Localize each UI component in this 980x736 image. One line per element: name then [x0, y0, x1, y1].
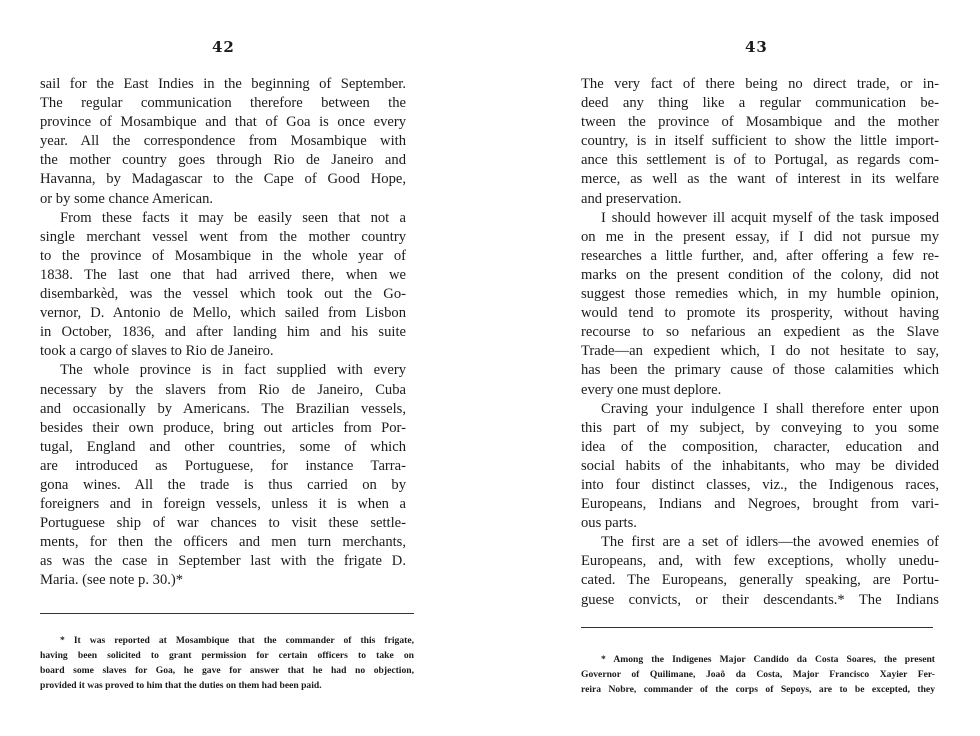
text-line: * Among the Indigenes Major Candido da Costa Soares, the present — [601, 654, 935, 665]
text-line: besides their own produce, bring out articles from Por- — [40, 419, 406, 436]
text-line: gona wines. All the trade is thus carried on by — [40, 476, 406, 493]
text-line: sail for the East Indies in the beginning of September. — [40, 76, 406, 92]
text-line: guese convicts, or their descendants.* The Indians — [581, 591, 939, 608]
text-line: this part of my subject, by conveying to you some — [581, 419, 939, 436]
text-line: took a cargo of slaves to Rio de Janeiro. — [40, 343, 274, 360]
text-line: marks on the present condition of the colony, did not — [581, 266, 939, 283]
text-line: tween the province of Mosambique and the mother — [581, 114, 939, 131]
text-line: and occasionally by Americans. The Brazilian vessels, — [40, 400, 406, 417]
text-line: Maria. (see note p. 30.)* — [40, 572, 184, 589]
text-line: has been the primary cause of those calamities which — [581, 362, 939, 379]
body-text — [581, 75, 939, 610]
text-line: tugal, England and other countries, some of which — [40, 438, 406, 455]
text-line: country, is in itself sufficient to show the little import- — [581, 133, 939, 150]
text-line: Trade—an expedient which, I do not hesitate to say, — [581, 343, 939, 360]
text-line: in October, 1836, and after landing him and his suite — [40, 324, 406, 341]
text-line: Governor of Quilimane, Joaô da Costa, Major Francisco Xayier Fer- — [581, 669, 935, 680]
text-line: province of Mosambique and that of Goa is once every — [40, 114, 406, 131]
text-line: The first are a set of idlers—the avowed enemies of — [601, 534, 939, 551]
body-text — [40, 75, 406, 591]
text-line: the mother country goes through Rio de Janeiro and — [40, 152, 406, 169]
text-line: ance this settlement is of to Portugal, as regards com- — [581, 152, 939, 169]
text-line: year. All the correspondence from Mosambique with — [40, 133, 406, 150]
text-line: I should however ill acquit myself of the task imposed — [601, 209, 939, 226]
text-line: The regular communication therefore between the — [40, 95, 406, 112]
text-line: Europeans, Indians and Negroes, brought from vari- — [581, 496, 939, 513]
text-line: Havanna, by Madagascar to the Cape of Good Hope, — [40, 171, 406, 188]
text-line: ous parts. — [581, 515, 637, 532]
text-line: researches a little further, and, after offering a few re- — [581, 247, 939, 264]
text-line: Craving your indulgence I shall therefore enter upon — [601, 400, 939, 417]
text-line: social habits of the inhabitants, who may be divided — [581, 457, 939, 474]
text-line: * It was reported at Mosambique that the commander of this frigate, — [60, 635, 414, 646]
text-line: The whole province is in fact supplied with every — [60, 362, 406, 379]
text-line: reira Nobre, commander of the corps of Sepoys, are to be excepted, they — [581, 684, 935, 695]
text-line: merce, as well as the want of interest in its welfare — [581, 171, 939, 188]
text-line: The very fact of there being no direct trade, or in- — [581, 76, 939, 92]
text-line: are introduced as Portuguese, for instance Tarra- — [40, 457, 406, 474]
text-line: necessary by the slavers from Rio de Janeiro, Cuba — [40, 381, 406, 398]
text-line: deed any thing like a regular communication be- — [581, 95, 939, 112]
text-line: disembarkèd, was the vessel which took out the Go- — [40, 286, 406, 303]
text-line: cated. The Europeans, generally speaking, are Portu- — [581, 572, 939, 589]
footnote-divider — [581, 627, 933, 628]
footnote — [581, 652, 935, 697]
text-line: to the province of Mosambique in the whole year of — [40, 247, 406, 264]
text-line: having been solicited to grant permission for certain officers to take on — [40, 650, 414, 661]
text-line: and preservation. — [581, 190, 682, 207]
text-line: vernor, D. Antonio de Mello, which sailed from Lisbon — [40, 305, 406, 322]
text-line: suggest those remedies which, in my humble opinion, — [581, 286, 939, 303]
footnote — [40, 633, 414, 693]
text-line: every one must deplore. — [581, 381, 722, 398]
text-line: From these facts it may be easily seen that not a — [60, 209, 406, 226]
text-line: as was the case in September last with the frigate D. — [40, 553, 406, 570]
text-line: foreigners and in foreign vessels, unless it is when a — [40, 496, 406, 513]
text-line: recourse to so nefarious an expedient as the Slave — [581, 324, 939, 341]
page-number: 42 — [212, 38, 235, 56]
text-line: or by some chance American. — [40, 190, 214, 207]
text-line: would tend to promote its prosperity, without having — [581, 305, 939, 322]
right-page — [490, 0, 980, 736]
text-line: single merchant vessel went from the mother country — [40, 228, 406, 245]
text-line: ments, for then the officers and men turn merchants, — [40, 534, 406, 551]
text-line: board some slaves for Goa, he gave for answer that he had no objection, — [40, 665, 414, 676]
text-line: Europeans, and, with few exceptions, wholly unedu- — [581, 553, 939, 570]
page-number: 43 — [745, 38, 768, 56]
text-line: 1838. The last one that had arrived there, when we — [40, 266, 406, 283]
text-line: into four distinct classes, viz., the Indigenous races, — [581, 476, 939, 493]
text-line: Portuguese ship of war chances to visit these settle- — [40, 515, 406, 532]
footnote-divider — [40, 613, 414, 614]
text-line: on me in the present essay, if I did not pursue my — [581, 228, 939, 245]
text-line: provided it was proved to him that the duties on them had been paid. — [40, 680, 322, 691]
text-line: idea of the composition, character, education and — [581, 438, 939, 455]
